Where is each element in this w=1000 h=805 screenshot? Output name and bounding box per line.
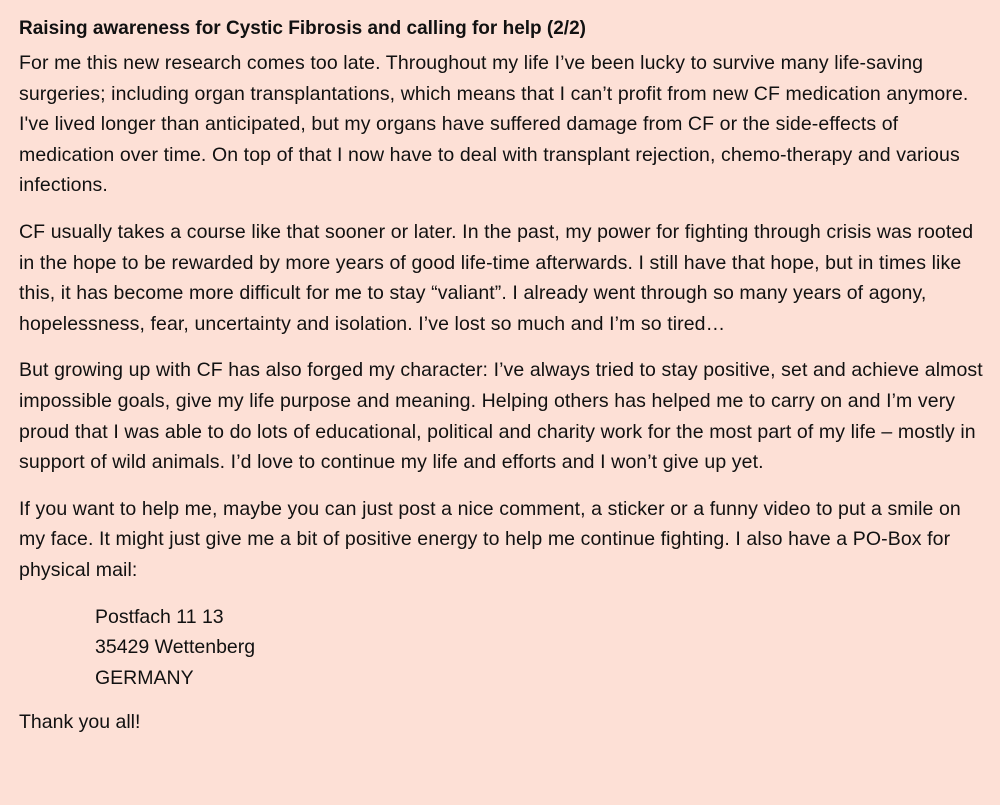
address-line-country: GERMANY <box>95 666 194 689</box>
paragraph-research-too-late: For me this new research comes too late. Throughout my life I’ve been lucky to survive many life-saving surgeries; including organ transplantations, which means that I can’t profit from new CF medication anymore. I've lived longer than anticipated, but my organs have suffered damage from CF or the side-effects of medication over time. On top of that I now have to deal with transplant rejection, chemo-therapy and various infections. <box>19 52 969 197</box>
address-line-city: 35429 Wettenberg <box>95 636 256 659</box>
paragraph-character: But growing up with CF has also forged my character: I’ve always tried to stay positive, set and achieve almost impossible goals, give my life purpose and meaning. Helping others has helped me to carry on and I’m very proud that I was able to do lots of educational, political and charity work for the most part of my life – mostly in support of wild animals. I’d love to continue my life and efforts and I won’t give up yet. <box>19 359 983 474</box>
mailing-address <box>95 602 984 694</box>
paragraph-cf-course: CF usually takes a course like that sooner or later. In the past, my power for fighting through crisis was rooted in the hope to be rewarded by more years of good life-time afterwards. I still have that hope, but in times like this, it has become more difficult for me to stay “valiant”. I already went through so many years of agony, hopelessness, fear, uncertainty and isolation. I’ve lost so much and I’m so tired… <box>19 220 974 335</box>
address-line-pobox: Postfach 11 13 <box>95 605 224 628</box>
paragraph-how-to-help: If you want to help me, maybe you can just post a nice comment, a sticker or a funny video to put a smile on my face. It might just give me a bit of positive energy to help me continue fighting. I also have a PO-Box for physical mail: <box>19 497 961 581</box>
document-title: Raising awareness for Cystic Fibrosis and calling for help (2/2) <box>19 18 586 39</box>
closing-thanks: Thank you all! <box>19 711 141 734</box>
